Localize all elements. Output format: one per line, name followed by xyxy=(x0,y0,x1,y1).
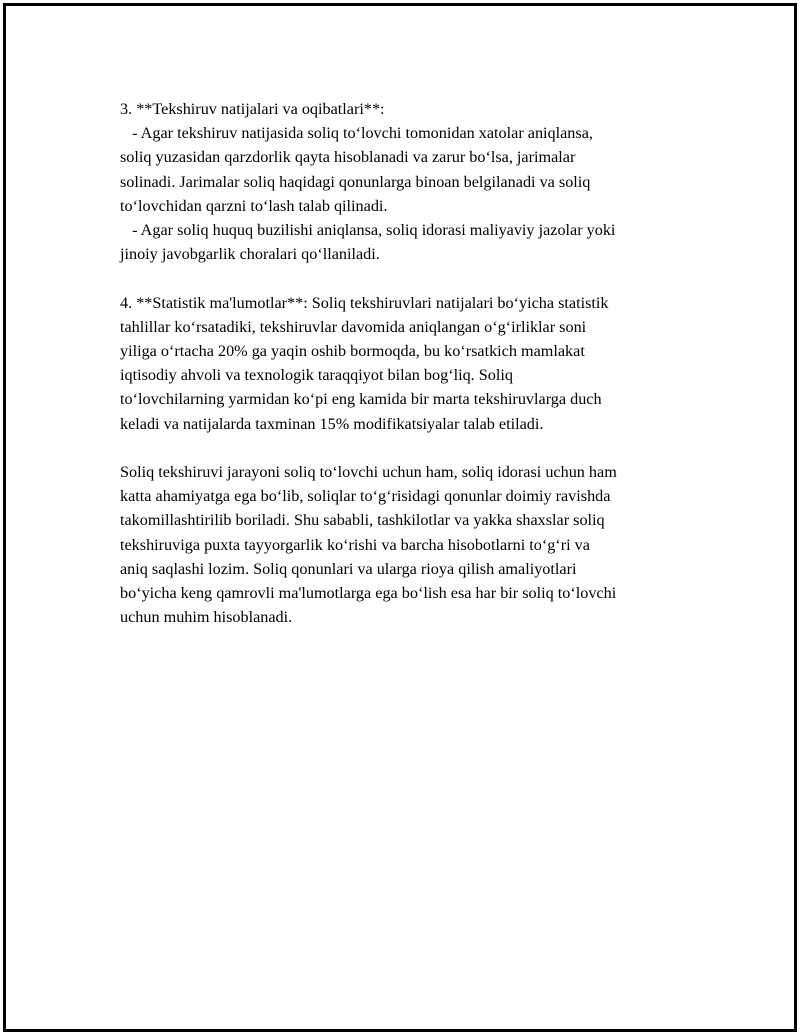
section-heading: 3. **Tekshiruv natijalari va oqibatlari**: xyxy=(120,100,385,118)
paragraph-line: katta ahamiyatga ega bo‘lib, soliqlar to‘g‘risidagi qonunlar doimiy ravishda xyxy=(120,487,611,506)
paragraph-line: to‘lovchilarning yarmidan ko‘pi eng kamida bir marta tekshiruvlarga duch xyxy=(120,390,602,409)
paragraph-line: solinadi. Jarimalar soliq haqidagi qonunlarga binoan belgilanadi va soliq xyxy=(120,172,591,191)
paragraph-line: aniq saqlashi lozim. Soliq qonunlari va ularga rioya qilish amaliyotlari xyxy=(120,559,577,578)
paragraph-line: - Agar tekshiruv natijasida soliq to‘lovchi tomonidan xatolar aniqlansa, xyxy=(120,124,593,143)
paragraph-spacer xyxy=(120,266,695,290)
paragraph-line: keladi va natijalarda taxminan 15% modifikatsiyalar talab etiladi. xyxy=(120,414,544,433)
paragraph-line: tekshiruviga puxta tayyorgarlik ko‘rishi va barcha hisobotlarni to‘g‘ri va xyxy=(120,535,590,554)
paragraph-line: to‘lovchidan qarzni to‘lash talab qilinadi. xyxy=(120,196,388,215)
paragraph-line: bo‘yicha keng qamrovli ma'lumotlarga ega bo‘lish esa har bir soliq to‘lovchi xyxy=(120,584,617,603)
paragraph-line: tahlillar ko‘rsatadiki, tekshiruvlar davomida aniqlangan o‘g‘irliklar soni xyxy=(120,317,587,336)
document-page xyxy=(3,3,797,1032)
paragraph-line: soliq yuzasidan qarzdorlik qayta hisoblanadi va zarur bo‘lsa, jarimalar xyxy=(120,148,576,167)
section-inspection-results xyxy=(120,97,695,266)
paragraph-line: yiliga o‘rtacha 20% ga yaqin oshib bormoqda, bu ko‘rsatkich mamlakat xyxy=(120,342,585,361)
paragraph-spacer xyxy=(120,436,695,460)
document-body xyxy=(120,97,695,629)
paragraph-line: - Agar soliq huquq buzilishi aniqlansa, soliq idorasi maliyaviy jazolar yoki xyxy=(120,221,616,240)
paragraph-line: iqtisodiy ahvoli va texnologik taraqqiyot bilan bog‘liq. Soliq xyxy=(120,366,513,385)
section-conclusion xyxy=(120,460,695,629)
section-statistics xyxy=(120,291,695,436)
paragraph-line: uchun muhim hisoblanadi. xyxy=(120,608,293,627)
section-heading: 4. **Statistik ma'lumotlar**: Soliq tekshiruvlari natijalari bo‘yicha statistik xyxy=(120,293,609,312)
paragraph-line: jinoiy javobgarlik choralari qo‘llaniladi. xyxy=(120,245,380,264)
paragraph-line: takomillashtirilib boriladi. Shu sababli, tashkilotlar va yakka shaxslar soliq xyxy=(120,511,605,530)
paragraph-line: Soliq tekshiruvi jarayoni soliq to‘lovchi uchun ham, soliq idorasi uchun ham xyxy=(120,463,617,482)
